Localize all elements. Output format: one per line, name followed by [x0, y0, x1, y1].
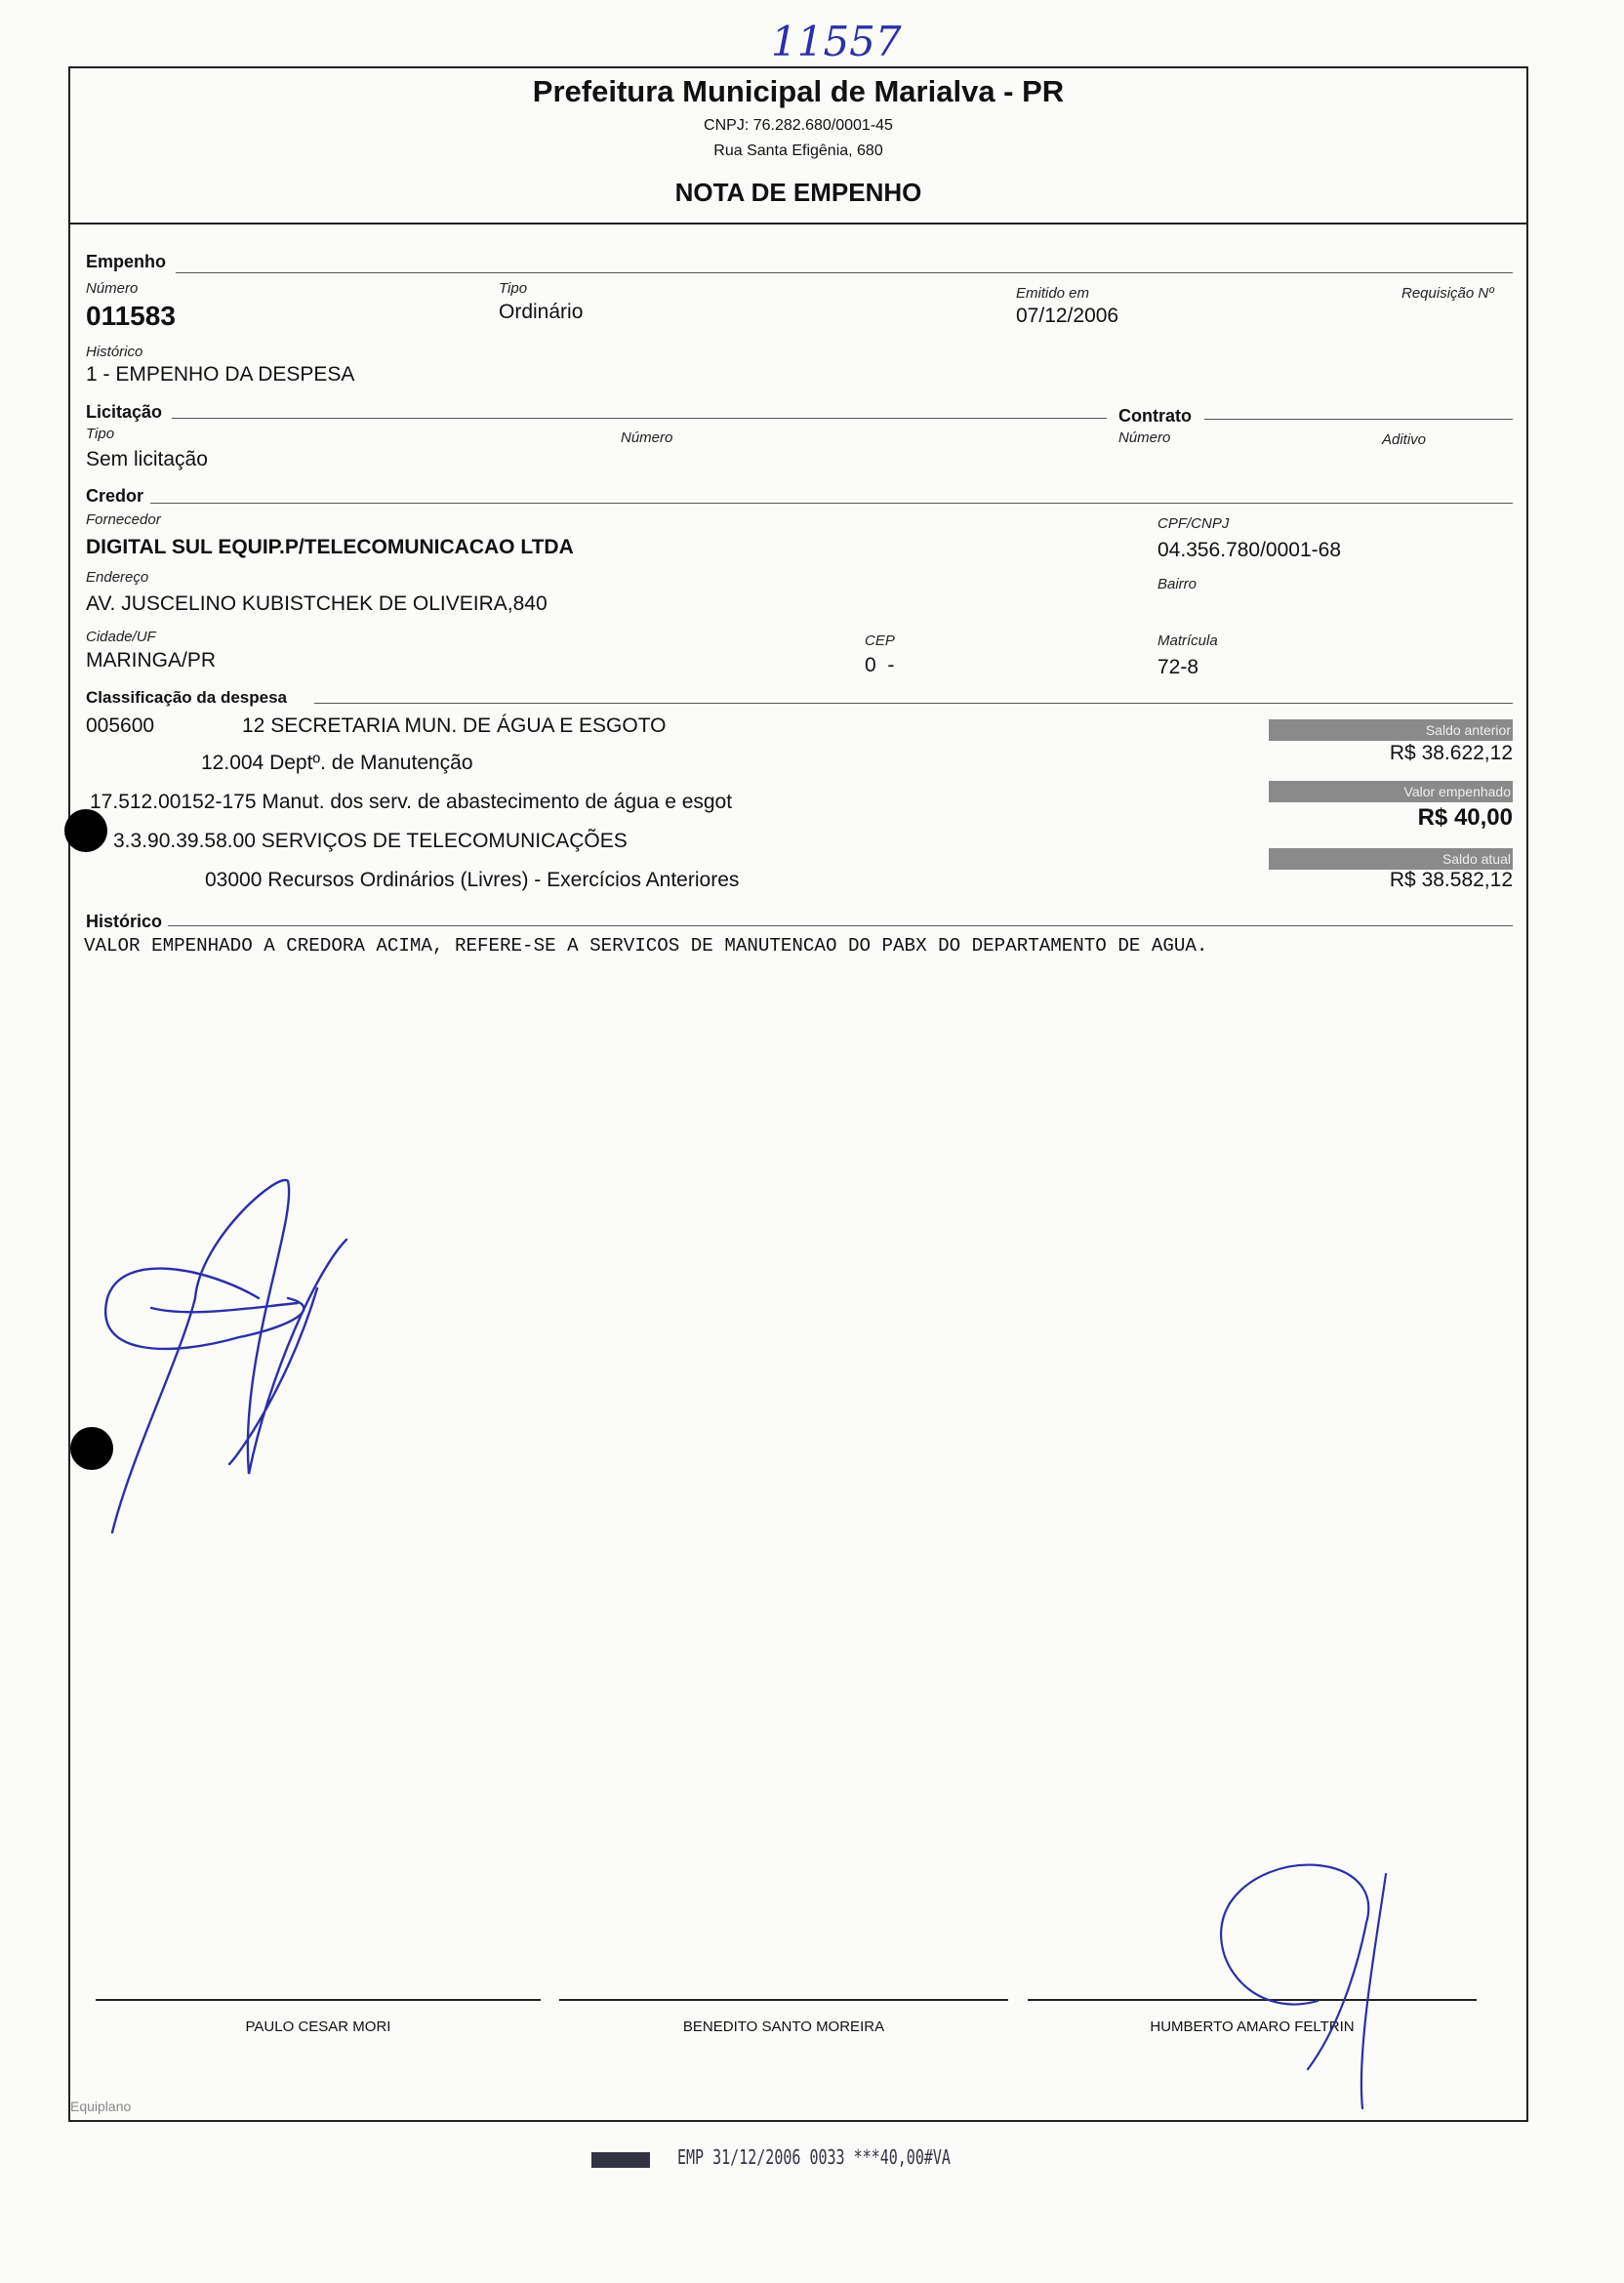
contrato-section-label: Contrato — [1118, 406, 1192, 426]
endereco-label: Endereço — [86, 569, 149, 586]
empenho-historico: 1 - EMPENHO DA DESPESA — [86, 363, 355, 386]
header-address: Rua Santa Efigênia, 680 — [713, 143, 883, 159]
header-title: Prefeitura Municipal de Marialva - PR — [532, 74, 1065, 108]
historico-section-label: Histórico — [86, 912, 163, 931]
saldo-atual-label: Saldo atual — [1269, 848, 1513, 870]
cidade: MARINGA/PR — [86, 649, 217, 672]
endereco: AV. JUSCELINO KUBISTCHEK DE OLIVEIRA,840 — [86, 592, 548, 615]
classificacao-section-label: Classificação da despesa — [86, 688, 288, 707]
header-divider — [68, 223, 1526, 224]
empenho-numero-label: Número — [86, 280, 139, 297]
matricula-label: Matrícula — [1157, 632, 1218, 649]
valor-empenhado-value: R$ 40,00 — [1417, 804, 1513, 831]
punch-hole-top — [64, 809, 107, 852]
emitido-label: Emitido em — [1016, 285, 1090, 302]
empenho-historico-label: Histórico — [86, 344, 143, 360]
licitacao-section-label: Licitação — [86, 402, 163, 422]
empenho-numero: 011583 — [86, 301, 176, 331]
signature-name-3: HUMBERTO AMARO FELTRIN — [1150, 2018, 1355, 2035]
empenho-section-label: Empenho — [86, 252, 167, 271]
licitacao-tipo: Sem licitação — [86, 448, 208, 470]
valor-empenhado-label: Valor empenhado — [1269, 781, 1513, 802]
header-cnpj: CNPJ: 76.282.680/0001-45 — [704, 117, 893, 134]
bottom-stamp: EMP 31/12/2006 0033 ***40,00#VA — [677, 2145, 951, 2169]
cpf-cnpj-label: CPF/CNPJ — [1157, 515, 1230, 532]
saldo-anterior-label: Saldo anterior — [1269, 719, 1513, 741]
fornecedor-label: Fornecedor — [86, 511, 161, 528]
requisicao-label: Requisição Nº — [1401, 285, 1494, 302]
classificacao-line-3: 17.512.00152-175 Manut. dos serv. de abastecimento de água e esgot — [90, 791, 733, 813]
cep: 0 - — [865, 654, 895, 676]
licitacao-rule — [172, 418, 1107, 419]
fornecedor: DIGITAL SUL EQUIP.P/TELECOMUNICACAO LTDA — [86, 536, 574, 558]
cpf-cnpj: 04.356.780/0001-68 — [1157, 539, 1342, 561]
bottom-stamp-logo — [591, 2152, 650, 2168]
historico-text: VALOR EMPENHADO A CREDORA ACIMA, REFERE-SE A SERVICOS DE MANUTENCAO DO PABX DO DEPARTAMENTO DE AGUA. — [84, 935, 1208, 957]
signature-line-1 — [96, 1999, 541, 2001]
cep-label: CEP — [865, 632, 895, 649]
contrato-rule — [1204, 419, 1513, 420]
classificacao-line-5: 03000 Recursos Ordinários (Livres) - Exercícios Anteriores — [205, 869, 740, 891]
licitacao-tipo-label: Tipo — [86, 426, 115, 442]
cidade-label: Cidade/UF — [86, 629, 156, 645]
signature-name-1: PAULO CESAR MORI — [245, 2018, 391, 2035]
footer-brand: Equiplano — [70, 2099, 132, 2114]
saldo-anterior-value: R$ 38.622,12 — [1389, 742, 1513, 764]
signature-scribble-3 — [1191, 1855, 1425, 2118]
credor-rule — [150, 503, 1513, 504]
classificacao-line-4: 3.3.90.39.58.00 SERVIÇOS DE TELECOMUNICAÇÕES — [113, 830, 628, 852]
contrato-aditivo-label: Aditivo — [1382, 431, 1427, 448]
contrato-numero-label: Número — [1118, 429, 1171, 446]
historico-rule — [168, 925, 1513, 926]
signature-line-2 — [559, 1999, 1008, 2001]
emitido-date: 07/12/2006 — [1016, 305, 1119, 327]
empenho-tipo-label: Tipo — [499, 280, 528, 297]
classificacao-codigo: 005600 — [86, 714, 155, 737]
licitacao-numero-label: Número — [621, 429, 673, 446]
empenho-rule — [176, 272, 1513, 273]
classificacao-line-2: 12.004 Deptº. de Manutenção — [201, 752, 473, 774]
handwritten-number: 11557 — [771, 18, 902, 65]
bairro-label: Bairro — [1157, 576, 1198, 592]
classificacao-rule — [314, 703, 1513, 704]
document-title: NOTA DE EMPENHO — [674, 178, 922, 207]
empenho-tipo: Ordinário — [499, 301, 584, 323]
signature-name-2: BENEDITO SANTO MOREIRA — [682, 2018, 885, 2035]
credor-section-label: Credor — [86, 486, 144, 506]
saldo-atual-value: R$ 38.582,12 — [1389, 869, 1513, 891]
handwritten-signature — [93, 1162, 405, 1542]
matricula: 72-8 — [1157, 656, 1199, 678]
classificacao-line-1: 12 SECRETARIA MUN. DE ÁGUA E ESGOTO — [242, 714, 667, 737]
